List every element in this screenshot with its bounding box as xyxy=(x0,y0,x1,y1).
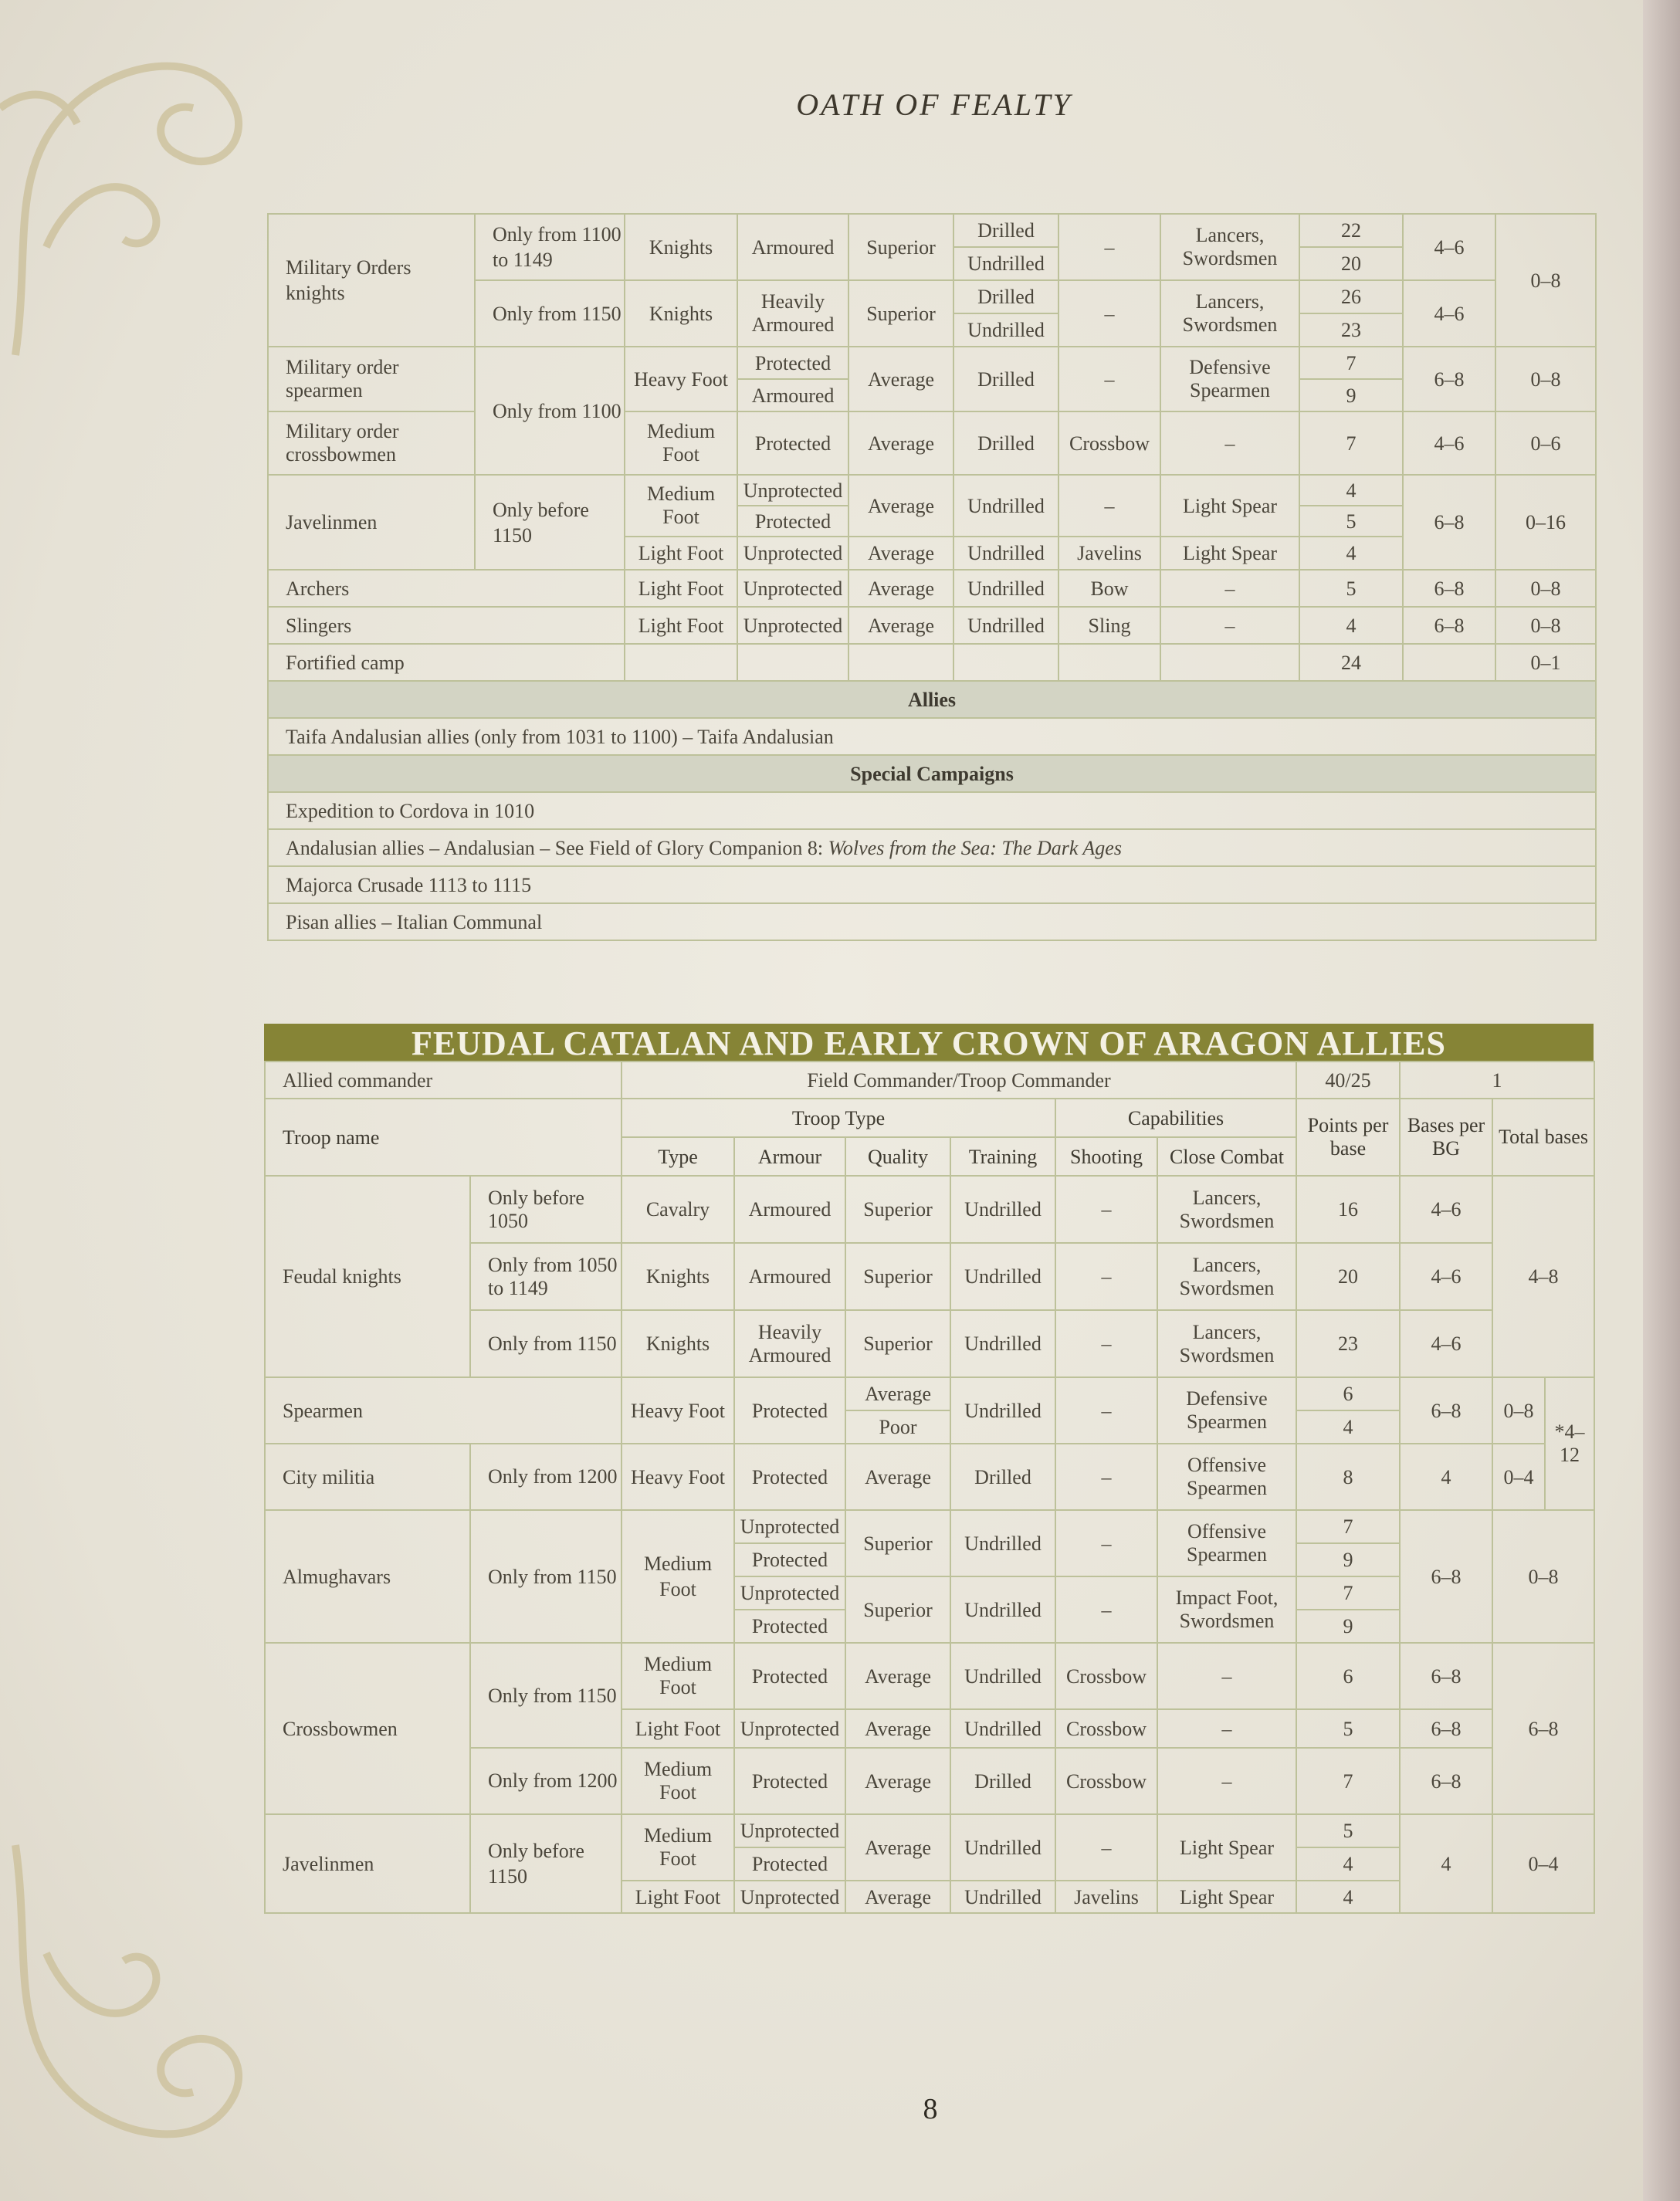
armour: Protected xyxy=(737,506,848,537)
bases-per-bg: 6–8 xyxy=(1403,607,1495,644)
training: Undrilled xyxy=(950,1510,1055,1576)
armour: Armoured xyxy=(737,214,848,280)
armour: Protected xyxy=(734,1444,845,1510)
close-combat: Light Spear xyxy=(1160,475,1299,537)
header-close-combat: Close Combat xyxy=(1157,1137,1296,1176)
close-combat: Lancers, Swordsmen xyxy=(1157,1243,1296,1310)
troop-type: Medium Foot xyxy=(622,1748,734,1814)
date-restriction: Only before 1050 xyxy=(470,1176,622,1243)
bases-per-bg: 6–8 xyxy=(1400,1377,1492,1444)
header-type: Type xyxy=(622,1137,734,1176)
training: Undrilled xyxy=(953,570,1058,607)
quality: Average xyxy=(845,1814,950,1881)
armour: Heavily Armoured xyxy=(734,1310,845,1377)
bases-per-bg: 6–8 xyxy=(1403,475,1495,570)
header-training: Training xyxy=(950,1137,1055,1176)
quality: Superior xyxy=(845,1576,950,1643)
shooting: – xyxy=(1055,1377,1157,1444)
training: Undrilled xyxy=(950,1709,1055,1748)
quality: Average xyxy=(848,570,953,607)
armour: Unprotected xyxy=(737,607,848,644)
bases-per-bg: 4 xyxy=(1400,1814,1492,1913)
armour: Heavily Armoured xyxy=(737,280,848,347)
total-bases: 0–8 xyxy=(1495,607,1596,644)
troop-type: Light Foot xyxy=(622,1709,734,1748)
close-combat: Defensive Spearmen xyxy=(1157,1377,1296,1444)
points: 5 xyxy=(1296,1814,1400,1847)
armour: Protected xyxy=(734,1543,845,1576)
total-bases: 0–4 xyxy=(1492,1444,1545,1510)
page-number: 8 xyxy=(923,2093,938,2125)
date-restriction: Only from 1200 xyxy=(470,1444,622,1510)
header-shooting: Shooting xyxy=(1055,1137,1157,1176)
armour: Protected xyxy=(734,1643,845,1709)
bases-per-bg: 6–8 xyxy=(1400,1510,1492,1643)
troop-name: Archers xyxy=(268,570,625,607)
troop-name: Crossbowmen xyxy=(265,1643,470,1814)
points: 16 xyxy=(1296,1176,1400,1243)
armour: Unprotected xyxy=(737,475,848,506)
training: Undrilled xyxy=(950,1643,1055,1709)
training: Undrilled xyxy=(953,607,1058,644)
commander-points: 40/25 xyxy=(1296,1062,1400,1099)
armour: Protected xyxy=(734,1748,845,1814)
training: Drilled xyxy=(953,214,1058,247)
armour: Armoured xyxy=(734,1243,845,1310)
troop-type: Light Foot xyxy=(625,570,737,607)
bases-per-bg: 4–6 xyxy=(1403,411,1495,475)
points: 23 xyxy=(1296,1310,1400,1377)
quality: Average xyxy=(845,1377,950,1410)
points: 4 xyxy=(1296,1410,1400,1444)
armour: Protected xyxy=(734,1847,845,1881)
troop-type: Medium Foot xyxy=(622,1510,734,1643)
shooting: Crossbow xyxy=(1058,411,1160,475)
close-combat: Offensive Spearmen xyxy=(1157,1510,1296,1576)
date-restriction: Only from 1150 xyxy=(470,1310,622,1377)
troop-name: Almughavars xyxy=(265,1510,470,1643)
allies-troop-table xyxy=(264,1061,1595,1914)
troop-name: Slingers xyxy=(268,607,625,644)
bases-per-bg: 6–8 xyxy=(1403,347,1495,411)
quality: Average xyxy=(848,607,953,644)
training: Undrilled xyxy=(953,475,1058,537)
quality: Average xyxy=(845,1643,950,1709)
points: 9 xyxy=(1299,379,1403,411)
total-bases: 6–8 xyxy=(1492,1643,1594,1814)
troop-type: Medium Foot xyxy=(622,1814,734,1881)
points: 7 xyxy=(1296,1510,1400,1543)
points: 5 xyxy=(1299,506,1403,537)
points: 9 xyxy=(1296,1610,1400,1643)
close-combat: – xyxy=(1160,411,1299,475)
bases-per-bg: 4 xyxy=(1400,1444,1492,1510)
bases-per-bg: 4–6 xyxy=(1400,1310,1492,1377)
date-restriction: Only before 1150 xyxy=(470,1814,622,1913)
troop-type: Light Foot xyxy=(622,1881,734,1913)
troop-type: Light Foot xyxy=(625,607,737,644)
troop-type: Medium Foot xyxy=(625,411,737,475)
special-campaign-entry: Majorca Crusade 1113 to 1115 xyxy=(268,866,1596,903)
troop-name: City militia xyxy=(265,1444,470,1510)
quality: Superior xyxy=(845,1510,950,1576)
points: 6 xyxy=(1296,1377,1400,1410)
armour: Unprotected xyxy=(734,1881,845,1913)
bases-per-bg: 6–8 xyxy=(1400,1643,1492,1709)
points: 7 xyxy=(1296,1748,1400,1814)
training: Undrilled xyxy=(950,1176,1055,1243)
training: Drilled xyxy=(950,1444,1055,1510)
troop-name: Javelinmen xyxy=(265,1814,470,1913)
total-bases: 4–8 xyxy=(1492,1176,1594,1377)
shooting: – xyxy=(1058,280,1160,347)
armour: Unprotected xyxy=(734,1576,845,1610)
quality: Average xyxy=(845,1748,950,1814)
special-campaign-entry: Expedition to Cordova in 1010 xyxy=(268,792,1596,829)
quality: Average xyxy=(848,537,953,570)
date-restriction: Only before 1150 xyxy=(475,475,625,570)
troop-type: Medium Foot xyxy=(622,1643,734,1709)
close-combat: – xyxy=(1157,1709,1296,1748)
close-combat: Defensive Spearmen xyxy=(1160,347,1299,411)
close-combat: Impact Foot, Swordsmen xyxy=(1157,1576,1296,1643)
armour: Protected xyxy=(734,1377,845,1444)
quality: Superior xyxy=(848,280,953,347)
troop-name: Military Orders knights xyxy=(268,214,475,347)
points: 5 xyxy=(1296,1709,1400,1748)
header-points: Points per base xyxy=(1296,1099,1400,1176)
training: Undrilled xyxy=(950,1377,1055,1444)
training: Undrilled xyxy=(953,247,1058,280)
shooting: Sling xyxy=(1058,607,1160,644)
points: 4 xyxy=(1296,1847,1400,1881)
training: Undrilled xyxy=(950,1814,1055,1881)
points: 22 xyxy=(1299,214,1403,247)
troop-type: Knights xyxy=(622,1310,734,1377)
shooting: – xyxy=(1058,214,1160,280)
total-bases: 0–1 xyxy=(1495,644,1596,681)
training: Drilled xyxy=(953,347,1058,411)
armour: Armoured xyxy=(737,379,848,411)
allied-commander-value: Field Commander/Troop Commander xyxy=(622,1062,1296,1099)
close-combat: – xyxy=(1157,1643,1296,1709)
page-header-title: OATH OF FEALTY xyxy=(796,87,1072,122)
total-bases: 0–4 xyxy=(1492,1814,1594,1913)
special-campaign-entry: Pisan allies – Italian Communal xyxy=(268,903,1596,940)
points: 24 xyxy=(1299,644,1403,681)
points: 26 xyxy=(1299,280,1403,313)
troop-type: Heavy Foot xyxy=(625,347,737,411)
training: Undrilled xyxy=(950,1881,1055,1913)
allies-header: Allies xyxy=(268,681,1596,718)
quality: Average xyxy=(845,1709,950,1748)
armour: Protected xyxy=(737,411,848,475)
bases-per-bg: 4–6 xyxy=(1403,214,1495,280)
training: Drilled xyxy=(953,411,1058,475)
training: Undrilled xyxy=(950,1243,1055,1310)
points: 4 xyxy=(1299,537,1403,570)
troop-type: Knights xyxy=(622,1243,734,1310)
troop-type: Knights xyxy=(625,214,737,280)
date-restriction: Only from 1150 xyxy=(470,1643,622,1748)
training: Drilled xyxy=(950,1748,1055,1814)
points: 23 xyxy=(1299,313,1403,347)
close-combat: Lancers, Swordsmen xyxy=(1157,1176,1296,1243)
training: Undrilled xyxy=(953,313,1058,347)
close-combat: – xyxy=(1157,1748,1296,1814)
quality: Poor xyxy=(845,1410,950,1444)
points: 4 xyxy=(1296,1881,1400,1913)
armour: Unprotected xyxy=(734,1814,845,1847)
troop-type: Heavy Foot xyxy=(622,1377,734,1444)
close-combat: Light Spear xyxy=(1160,537,1299,570)
shooting: – xyxy=(1055,1310,1157,1377)
points: 5 xyxy=(1299,570,1403,607)
close-combat: – xyxy=(1160,607,1299,644)
commander-count: 1 xyxy=(1400,1062,1594,1099)
shooting: Crossbow xyxy=(1055,1748,1157,1814)
bases-per-bg: 6–8 xyxy=(1400,1748,1492,1814)
total-bases: 0–8 xyxy=(1492,1510,1594,1643)
special-campaign-text: Andalusian allies – Andalusian – See Field of Glory Companion 8: xyxy=(286,836,828,859)
header-troop-type: Troop Type xyxy=(622,1099,1055,1137)
header-armour: Armour xyxy=(734,1137,845,1176)
special-campaign-entry xyxy=(268,829,1596,866)
bases-per-bg: 6–8 xyxy=(1400,1709,1492,1748)
total-bases: 0–6 xyxy=(1495,411,1596,475)
shooting: – xyxy=(1055,1176,1157,1243)
date-restriction: Only from 1100 xyxy=(475,347,625,475)
troop-name: Fortified camp xyxy=(268,644,625,681)
shooting: Javelins xyxy=(1058,537,1160,570)
shooting: Bow xyxy=(1058,570,1160,607)
armour: Unprotected xyxy=(734,1709,845,1748)
shooting: – xyxy=(1058,475,1160,537)
allies-entry: Taifa Andalusian allies (only from 1031 to 1100) – Taifa Andalusian xyxy=(268,718,1596,755)
troop-type: Cavalry xyxy=(622,1176,734,1243)
date-restriction: Only from 1100 to 1149 xyxy=(475,214,625,280)
header-capabilities: Capabilities xyxy=(1055,1099,1296,1137)
armour: Protected xyxy=(734,1610,845,1643)
troop-name: Military order spearmen xyxy=(268,347,475,411)
points: 4 xyxy=(1299,475,1403,506)
total-bases: 0–8 xyxy=(1492,1377,1545,1444)
book-title: Wolves from the Sea: The Dark Ages xyxy=(828,836,1122,859)
quality: Average xyxy=(845,1881,950,1913)
troop-name: Feudal knights xyxy=(265,1176,470,1377)
armour: Unprotected xyxy=(734,1510,845,1543)
training: Undrilled xyxy=(953,537,1058,570)
bases-per-bg: 4–6 xyxy=(1400,1176,1492,1243)
shooting: – xyxy=(1055,1814,1157,1881)
armour: Unprotected xyxy=(737,537,848,570)
section-title-banner: FEUDAL CATALAN AND EARLY CROWN OF ARAGON ALLIES xyxy=(264,1024,1594,1062)
training: Drilled xyxy=(953,280,1058,313)
shooting: – xyxy=(1055,1510,1157,1576)
total-bases: 0–8 xyxy=(1495,570,1596,607)
armour: Protected xyxy=(737,347,848,379)
bases-per-bg: 6–8 xyxy=(1403,570,1495,607)
training: Undrilled xyxy=(950,1310,1055,1377)
total-bases: 0–8 xyxy=(1495,347,1596,411)
points: 7 xyxy=(1299,411,1403,475)
header-total: Total bases xyxy=(1492,1099,1594,1176)
quality: Superior xyxy=(845,1310,950,1377)
quality: Average xyxy=(845,1444,950,1510)
shooting: – xyxy=(1055,1576,1157,1643)
quality: Average xyxy=(848,475,953,537)
quality: Superior xyxy=(848,214,953,280)
bases-per-bg: 4–6 xyxy=(1403,280,1495,347)
total-bases: 0–8 xyxy=(1495,214,1596,347)
allied-commander-label: Allied commander xyxy=(265,1062,622,1099)
date-restriction: Only from 1150 xyxy=(475,280,625,347)
shooting: – xyxy=(1055,1243,1157,1310)
header-quality: Quality xyxy=(845,1137,950,1176)
total-bases: 0–16 xyxy=(1495,475,1596,570)
points: 6 xyxy=(1296,1643,1400,1709)
points: 20 xyxy=(1296,1243,1400,1310)
shooting: – xyxy=(1058,347,1160,411)
special-campaigns-header: Special Campaigns xyxy=(268,755,1596,792)
book-spine-edge xyxy=(1643,0,1680,2201)
bases-per-bg: 4–6 xyxy=(1400,1243,1492,1310)
date-restriction: Only from 1050 to 1149 xyxy=(470,1243,622,1310)
close-combat: Light Spear xyxy=(1157,1814,1296,1881)
shooting: Crossbow xyxy=(1055,1643,1157,1709)
points: 4 xyxy=(1299,607,1403,644)
training: Undrilled xyxy=(950,1576,1055,1643)
header-troop-name: Troop name xyxy=(265,1099,622,1176)
troop-name: Military order crossbowmen xyxy=(268,411,475,475)
points: 20 xyxy=(1299,247,1403,280)
close-combat: Offensive Spearmen xyxy=(1157,1444,1296,1510)
quality: Average xyxy=(848,347,953,411)
quality: Superior xyxy=(845,1243,950,1310)
troop-type: Light Foot xyxy=(625,537,737,570)
armour: Armoured xyxy=(734,1176,845,1243)
troop-name: Spearmen xyxy=(265,1377,622,1444)
date-restriction: Only from 1150 xyxy=(470,1510,622,1643)
close-combat: – xyxy=(1160,570,1299,607)
shooting: – xyxy=(1055,1444,1157,1510)
close-combat: Lancers, Swordsmen xyxy=(1157,1310,1296,1377)
points: 8 xyxy=(1296,1444,1400,1510)
close-combat: Lancers, Swordsmen xyxy=(1160,214,1299,280)
close-combat: Light Spear xyxy=(1157,1881,1296,1913)
troop-name: Javelinmen xyxy=(268,475,475,570)
close-combat: Lancers, Swordsmen xyxy=(1160,280,1299,347)
points: 7 xyxy=(1299,347,1403,379)
troop-type: Heavy Foot xyxy=(622,1444,734,1510)
shooting: Javelins xyxy=(1055,1881,1157,1913)
header-bases: Bases per BG xyxy=(1400,1099,1492,1176)
quality: Average xyxy=(848,411,953,475)
troop-type: Knights xyxy=(625,280,737,347)
points: 9 xyxy=(1296,1543,1400,1576)
combined-total-note: *4–12 xyxy=(1545,1377,1594,1510)
date-restriction: Only from 1200 xyxy=(470,1748,622,1814)
armour: Unprotected xyxy=(737,570,848,607)
troop-type: Medium Foot xyxy=(625,475,737,537)
quality: Superior xyxy=(845,1176,950,1243)
shooting: Crossbow xyxy=(1055,1709,1157,1748)
top-troop-table xyxy=(267,213,1597,941)
points: 7 xyxy=(1296,1576,1400,1610)
